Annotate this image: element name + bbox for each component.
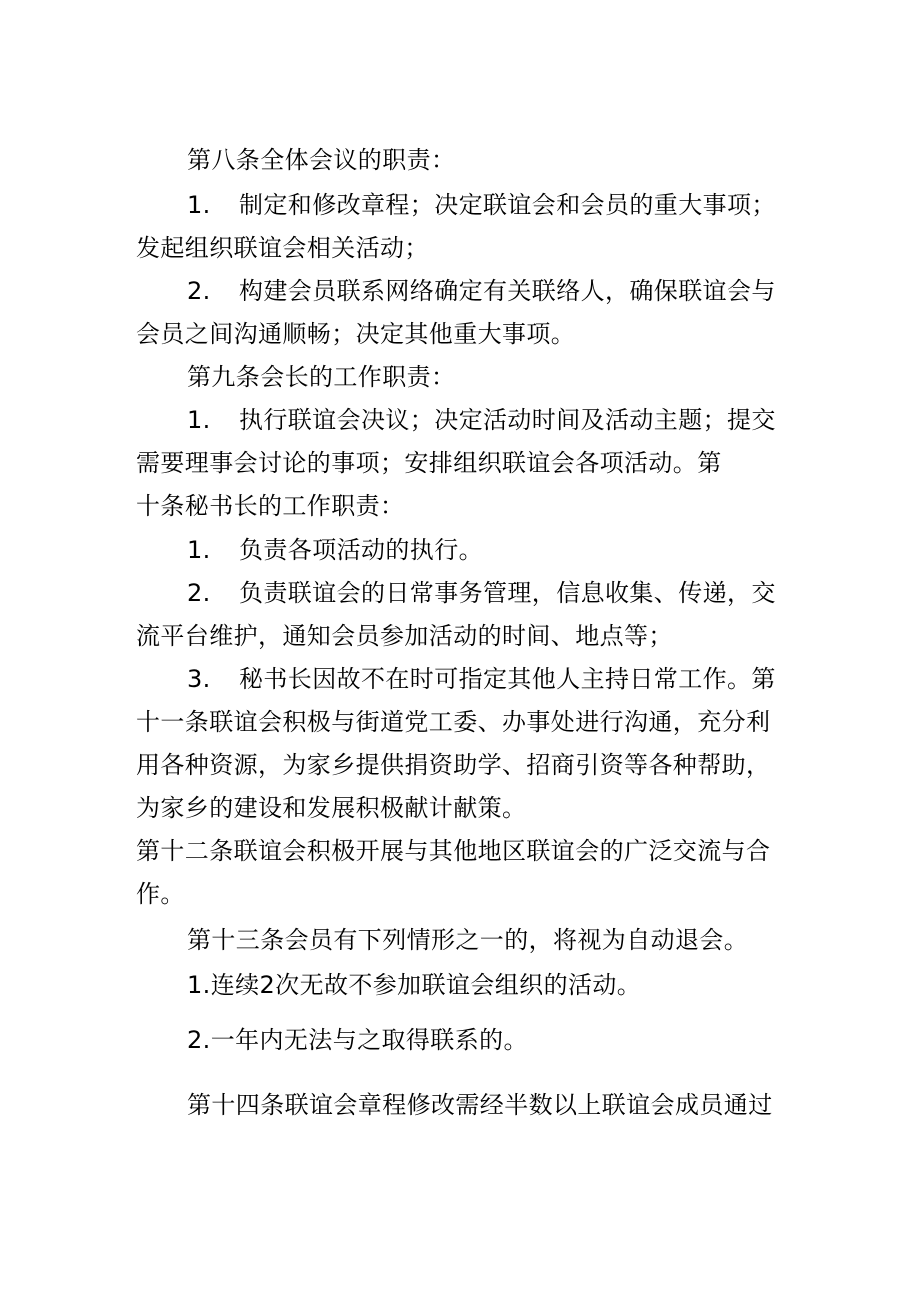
article-10-heading: 十条秘书长的工作职责： (136, 492, 405, 520)
article-8-item-2-cont: 会员之间沟通顺畅；决定其他重大事项。 (136, 320, 576, 348)
article-12-line-2: 作。 (136, 880, 185, 908)
article-14-line-1: 第十四条联谊会章程修改需经半数以上联谊会成员通过 (187, 1091, 773, 1119)
article-10-item-2-cont: 流平台维护，通知会员参加活动的时间、地点等； (136, 622, 673, 650)
article-8-item-1: 1. 制定和修改章程；决定联谊会和会员的重大事项； (187, 191, 776, 219)
article-9-item-1-cont: 需要理事会讨论的事项；安排组织联谊会各项活动。第 (136, 449, 722, 477)
article-13-heading: 第十三条会员有下列情形之一的，将视为自动退会。 (187, 926, 749, 954)
article-10-item-1: 1. 负责各项活动的执行。 (187, 536, 483, 564)
article-12-line-1: 第十二条联谊会积极开展与其他地区联谊会的广泛交流与合 (136, 837, 771, 865)
article-10-item-3: 3. 秘书长因故不在时可指定其他人主持日常工作。第 (187, 665, 776, 693)
article-8-item-1-cont: 发起组织联谊会相关活动； (136, 234, 429, 262)
article-13-item-2: 2.一年内无法与之取得联系的。 (187, 1026, 528, 1054)
article-11-line-3: 为家乡的建设和发展积极献计献策。 (136, 794, 527, 822)
article-9-item-1: 1. 执行联谊会决议；决定活动时间及活动主题；提交 (187, 406, 776, 434)
article-9-heading: 第九条会长的工作职责： (187, 363, 456, 391)
article-11-line-2: 用各种资源，为家乡提供捐资助学、招商引资等各种帮助， (136, 751, 771, 779)
article-8-item-2: 2. 构建会员联系网络确定有关联络人，确保联谊会与 (187, 277, 776, 305)
article-13-item-1: 1.连续2次无故不参加联谊会组织的活动。 (187, 971, 642, 999)
article-10-item-2: 2. 负责联谊会的日常事务管理，信息收集、传递，交 (187, 579, 776, 607)
article-11-line-1: 十一条联谊会积极与街道党工委、办事处进行沟通，充分利 (136, 708, 771, 736)
article-8-heading: 第八条全体会议的职责： (187, 146, 456, 174)
